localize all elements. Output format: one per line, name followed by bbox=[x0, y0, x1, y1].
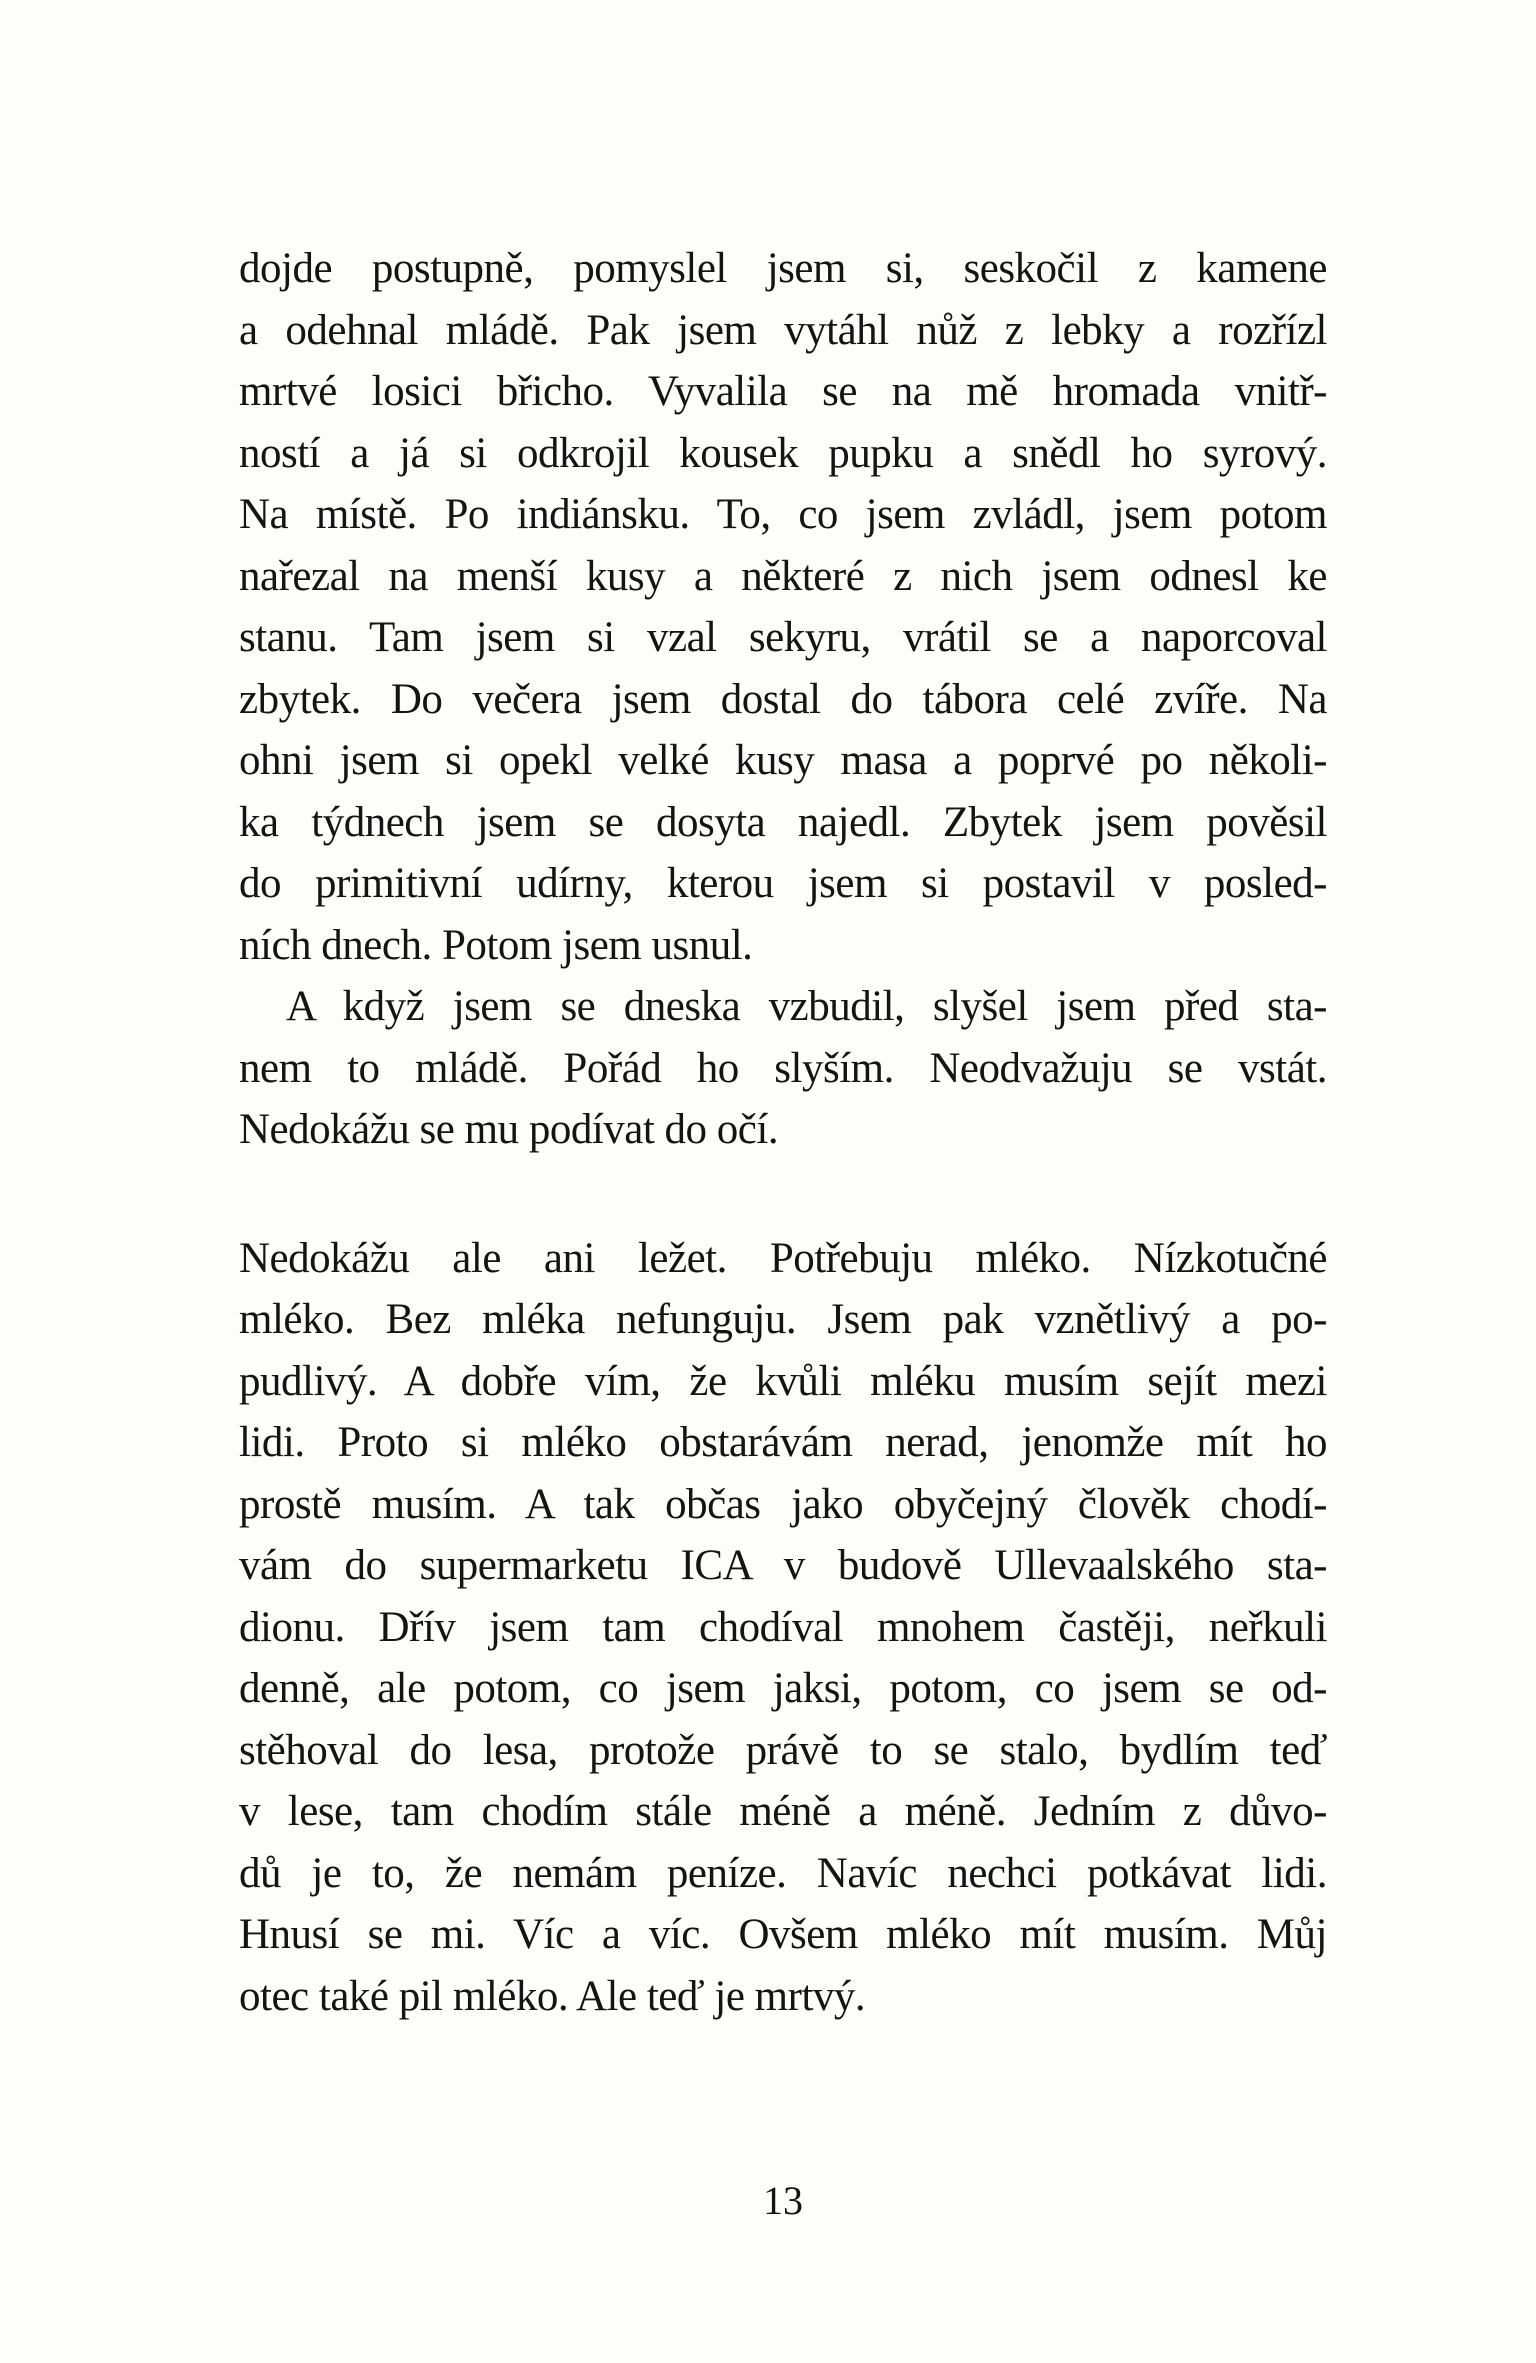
text-line: a odehnal mládě. Pak jsem vytáhl nůž z lebky a rozřízl bbox=[239, 306, 1327, 354]
text-line: Nedokážu se mu podívat do očí. bbox=[239, 1106, 779, 1153]
text-line: ností a já si odkrojil kousek pupku a snědl ho syrový. bbox=[239, 429, 1327, 477]
text-line: vám do supermarketu ICA v budově Ullevaalského sta- bbox=[239, 1542, 1327, 1589]
text-line: mrtvé losici břicho. Vyvalila se na mě hromada vnitř- bbox=[239, 368, 1327, 415]
text-line: denně, ale potom, co jsem jaksi, potom, co jsem se od- bbox=[239, 1665, 1327, 1712]
paragraph-3 bbox=[239, 1228, 1327, 2028]
text-line: A když jsem se dneska vzbudil, slyšel jsem před sta- bbox=[286, 983, 1327, 1030]
text-line: Na místě. Po indiánsku. To, co jsem zvládl, jsem potom bbox=[239, 491, 1327, 538]
text-line: dů je to, že nemám peníze. Navíc nechci potkávat lidi. bbox=[239, 1849, 1327, 1897]
paragraph-2 bbox=[239, 976, 1327, 1161]
text-line: ohni jsem si opekl velké kusy masa a poprvé po několi- bbox=[239, 737, 1327, 784]
text-line: ka týdnech jsem se dosyta najedl. Zbytek jsem pověsil bbox=[239, 798, 1327, 846]
text-line: pudlivý. A dobře vím, že kvůli mléku musím sejít mezi bbox=[239, 1357, 1327, 1405]
text-line: Nedokážu ale ani ležet. Potřebuju mléko. Nízkotučné bbox=[239, 1234, 1327, 1282]
text-line: ních dnech. Potom jsem usnul. bbox=[239, 921, 753, 969]
text-line: mléko. Bez mléka nefunguju. Jsem pak vznětlivý a po- bbox=[239, 1296, 1327, 1343]
text-line: zbytek. Do večera jsem dostal do tábora celé zvíře. Na bbox=[239, 675, 1327, 723]
text-line: v lese, tam chodím stále méně a méně. Jedním z důvo- bbox=[239, 1788, 1327, 1835]
text-line: dojde postupně, pomyslel jsem si, seskočil z kamene bbox=[239, 245, 1327, 292]
text-line: dionu. Dřív jsem tam chodíval mnohem častěji, neřkuli bbox=[239, 1603, 1327, 1651]
text-line: nařezal na menší kusy a některé z nich jsem odnesl ke bbox=[239, 552, 1327, 600]
text-line: do primitivní udírny, kterou jsem si postavil v posled- bbox=[239, 860, 1327, 907]
text-line: otec také pil mléko. Ale teď je mrtvý. bbox=[239, 1972, 866, 2020]
body-text bbox=[239, 238, 1327, 2027]
text-line: stěhoval do lesa, protože právě to se stalo, bydlím teď bbox=[239, 1726, 1327, 1774]
text-line: stanu. Tam jsem si vzal sekyru, vrátil se a naporcoval bbox=[239, 614, 1327, 661]
text-line: lidi. Proto si mléko obstarávám nerad, jenomže mít ho bbox=[239, 1419, 1327, 1466]
paragraph-1 bbox=[239, 238, 1327, 976]
text-line: prostě musím. A tak občas jako obyčejný člověk chodí- bbox=[239, 1480, 1327, 1528]
page-number: 13 bbox=[763, 2178, 803, 2223]
text-line: Hnusí se mi. Víc a víc. Ovšem mléko mít musím. Můj bbox=[239, 1911, 1327, 1958]
text-line: nem to mládě. Pořád ho slyším. Neodvažuju se vstát. bbox=[239, 1044, 1327, 1092]
